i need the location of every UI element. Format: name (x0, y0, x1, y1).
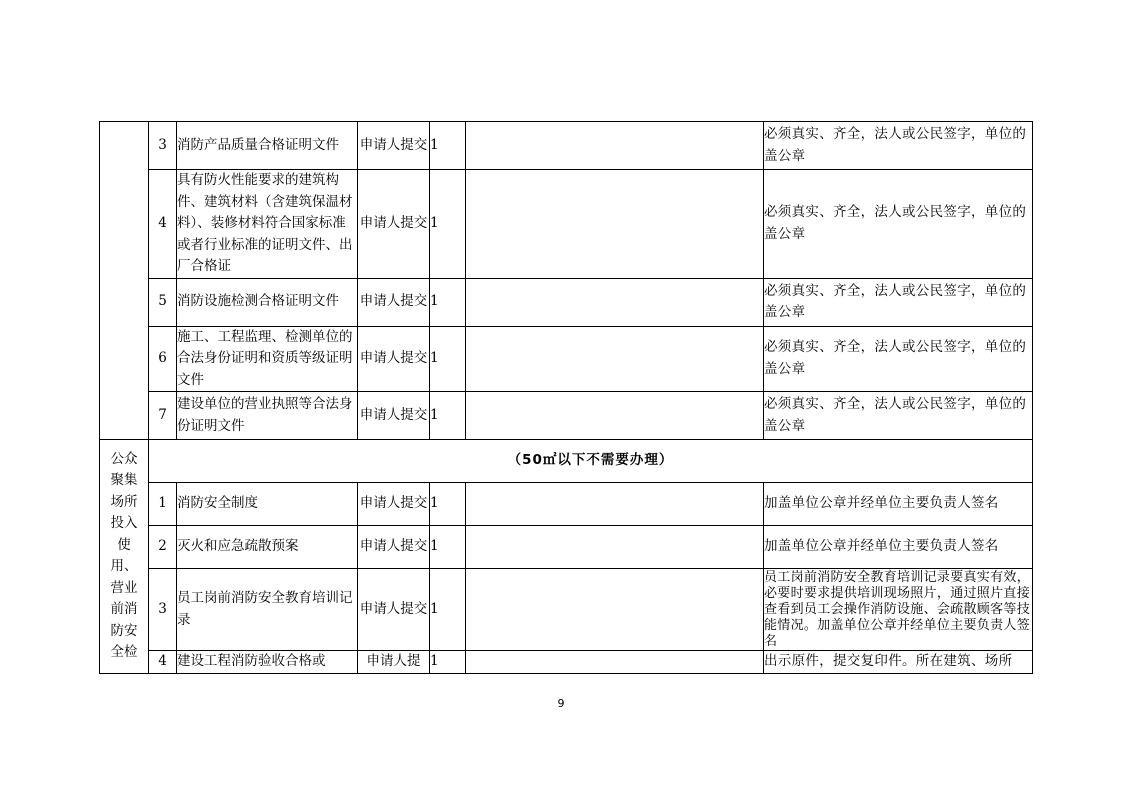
section-title-cell (100, 440, 149, 674)
notes-cell (466, 569, 764, 651)
submitter: 申请人提 (358, 651, 430, 674)
copy-count: 1 (430, 122, 466, 170)
notes-cell (466, 122, 764, 170)
material-name: 具有防火性能要求的建筑构件、建筑材料（含建筑保温材料）、装修材料符合国家标准或者行业标准的证明文件、出厂合格证 (177, 170, 358, 279)
material-name: 建设单位的营业执照等合法身份证明文件 (177, 392, 358, 440)
row-number: 6 (149, 326, 177, 392)
copy-count: 1 (430, 170, 466, 279)
row-number: 5 (149, 278, 177, 326)
material-name: 灭火和应急疏散预案 (177, 526, 358, 569)
requirement: 必须真实、齐全，法人或公民签字，单位的盖公章 (764, 170, 1033, 279)
submitter: 申请人提交 (358, 170, 430, 279)
row-number: 3 (149, 569, 177, 651)
material-name: 员工岗前消防安全教育培训记录 (177, 569, 358, 651)
row-number: 7 (149, 392, 177, 440)
copy-count: 1 (430, 326, 466, 392)
table-row (100, 569, 1033, 651)
row-number: 2 (149, 526, 177, 569)
submitter: 申请人提交 (358, 526, 430, 569)
requirement: 必须真实、齐全，法人或公民签字，单位的盖公章 (764, 326, 1033, 392)
row-number: 4 (149, 170, 177, 279)
material-name: 消防设施检测合格证明文件 (177, 278, 358, 326)
notes-cell (466, 170, 764, 279)
notes-cell (466, 526, 764, 569)
table-row (100, 170, 1033, 279)
requirement: 必须真实、齐全，法人或公民签字，单位的盖公章 (764, 278, 1033, 326)
table-row (100, 278, 1033, 326)
section-title: 公众聚集场所投入使用、营业前消防安全检 (110, 450, 138, 661)
requirement: 出示原件，提交复印件。所在建筑、场所 (764, 651, 1033, 674)
copy-count: 1 (430, 278, 466, 326)
notes-cell (466, 326, 764, 392)
material-name: 建设工程消防验收合格或 (177, 651, 358, 674)
table-row (100, 651, 1033, 674)
area-exemption-note: （50㎡以下不需要办理） (149, 440, 1033, 483)
table-row (100, 122, 1033, 170)
notes-cell (466, 278, 764, 326)
material-name: 施工、工程监理、检测单位的合法身份证明和资质等级证明文件 (177, 326, 358, 392)
copy-count: 1 (430, 392, 466, 440)
table-row (100, 526, 1033, 569)
notes-cell (466, 483, 764, 526)
row-number: 1 (149, 483, 177, 526)
submitter: 申请人提交 (358, 569, 430, 651)
row-number: 3 (149, 122, 177, 170)
submitter: 申请人提交 (358, 122, 430, 170)
requirement: 必须真实、齐全，法人或公民签字，单位的盖公章 (764, 392, 1033, 440)
requirements-table (99, 121, 1033, 674)
table-row (100, 392, 1033, 440)
requirement: 必须真实、齐全，法人或公民签字，单位的盖公章 (764, 122, 1033, 170)
banner-row (100, 440, 1033, 483)
copy-count: 1 (430, 483, 466, 526)
material-name: 消防产品质量合格证明文件 (177, 122, 358, 170)
table-row (100, 483, 1033, 526)
copy-count: 1 (430, 569, 466, 651)
table-row (100, 326, 1033, 392)
row-number: 4 (149, 651, 177, 674)
section-cell-empty (100, 122, 149, 440)
submitter: 申请人提交 (358, 326, 430, 392)
requirement: 加盖单位公章并经单位主要负责人签名 (764, 526, 1033, 569)
notes-cell (466, 651, 764, 674)
material-name: 消防安全制度 (177, 483, 358, 526)
submitter: 申请人提交 (358, 483, 430, 526)
submitter: 申请人提交 (358, 278, 430, 326)
page-number: 9 (557, 697, 565, 710)
copy-count: 1 (430, 526, 466, 569)
submitter: 申请人提交 (358, 392, 430, 440)
requirement: 加盖单位公章并经单位主要负责人签名 (764, 483, 1033, 526)
copy-count: 1 (430, 651, 466, 674)
notes-cell (466, 392, 764, 440)
requirement: 员工岗前消防安全教育培训记录要真实有效，必要时要求提供培训现场照片，通过照片直接查看到员工会操作消防设施、会疏散顾客等技能情况。加盖单位公章并经单位主要负责人签名 (764, 569, 1033, 651)
